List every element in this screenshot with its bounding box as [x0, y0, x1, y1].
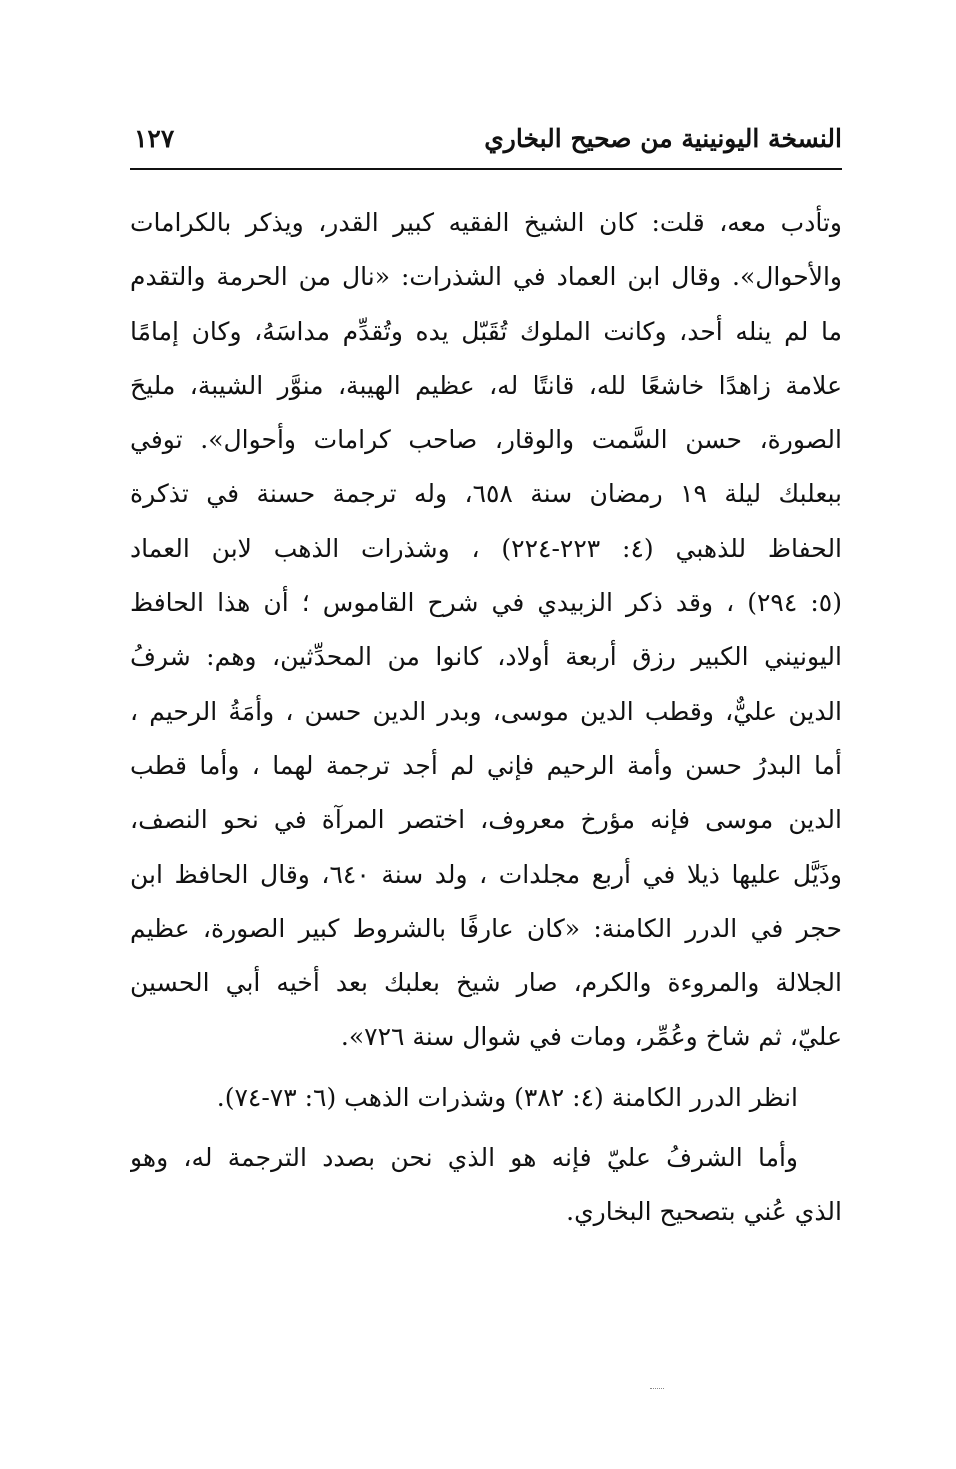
text-line: والأحوال». وقال ابن العماد في الشذرات: «نال من الحرمة والتقدم — [130, 262, 842, 292]
text-line: أما البدرُ حسن وأمة الرحيم فإني لم أجد ترجمة لهما ، وأما قطب — [130, 750, 842, 780]
running-header — [130, 118, 842, 170]
text-line: حجر في الدرر الكامنة: «كان عارفًا بالشروط كبير الصورة، عظيم — [130, 913, 842, 943]
scan-mark — [650, 1388, 664, 1389]
header-rule — [130, 168, 842, 170]
text-line: انظر الدرر الكامنة (٤: ٣٨٢) وشذرات الذهب (٦: ٧٣-٧٤). — [216, 1082, 798, 1112]
page-number: ١٢٧ — [134, 124, 175, 153]
text-line: الحفاظ للذهبي (٤: ٢٢٣-٢٢٤) ، وشذرات الذهب لابن العماد — [130, 533, 842, 563]
text-line: الدين عليٌّ، وقطب الدين موسى، وبدر الدين حسن ، وأمَةُ الرحيم ، — [130, 696, 842, 726]
text-line: وتأدب معه، قلت: كان الشيخ الفقيه كبير القدر، ويذكر بالكرامات — [130, 208, 842, 237]
text-line: الدين موسى فإنه مؤرخ معروف، اختصر المرآة في نحو النصف، — [130, 805, 842, 835]
text-line: وأما الشرفُ عليّ فإنه هو الذي نحن بصدد الترجمة له، وهو — [130, 1143, 798, 1173]
paragraph-1 — [130, 196, 842, 1065]
paragraph-3 — [130, 1131, 842, 1240]
text-line: ببعلبك ليلة ١٩ رمضان سنة ٦٥٨، وله ترجمة حسنة في تذكرة — [130, 479, 842, 509]
running-title: النسخة اليونينية من صحيح البخاري — [484, 124, 842, 153]
text-line: عليّ، ثم شاخ وعُمِّر، ومات في شوال سنة ٧٢٦». — [340, 1022, 842, 1052]
paragraph-2 — [130, 1071, 842, 1125]
text-line: علامة زاهدًا خاشعًا لله، قانتًا له، عظيم الهيبة، منوَّر الشيبة، مليحَ — [130, 370, 842, 400]
text-line: الذي عُني بتصحيح البخاري. — [566, 1197, 842, 1227]
text-line: اليونيني الكبير رزق أربعة أولاد، كانوا من المحدِّثين، وهم: شرفُ — [130, 642, 842, 672]
text-line: الصورة، حسن السَّمت والوقار، صاحب كرامات وأحوال». توفي — [130, 425, 842, 455]
text-line: وذَيَّل عليها ذيلا في أربع مجلدات ، ولد سنة ٦٤٠، وقال الحافظ ابن — [130, 859, 842, 889]
text-line: الجلالة والمروءة والكرم، صار شيخ بعلبك بعد أخيه أبي الحسين — [130, 968, 842, 998]
body-text — [130, 196, 842, 1246]
text-line: ما لم ينله أحد، وكانت الملوك تُقَبّل يده وتُقدِّم مداسَهُ، وكان إمامًا — [130, 316, 842, 346]
text-line: (٥: ٢٩٤) ، وقد ذكر الزبيدي في شرح القاموس ؛ أن هذا الحافظ — [130, 588, 842, 618]
